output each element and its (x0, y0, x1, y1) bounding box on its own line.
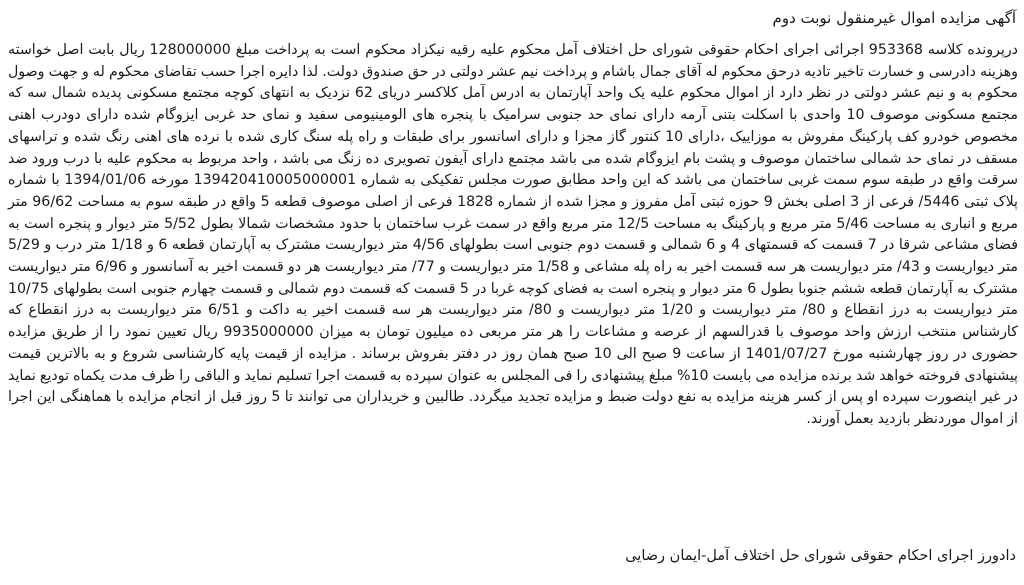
notice-signature: دادورز اجرای احکام حقوقی شورای حل اختلاف آمل-ایمان رضایی (625, 548, 1016, 564)
notice-title: آگهی مزایده اموال غیرمنقول نوبت دوم (772, 9, 1016, 27)
notice-body-paragraph: درپرونده کلاسه 953368 اجرائی اجرای احکام حقوقی شورای حل اختلاف آمل محکوم علیه رقیه نیکزاد محکوم است به پرداخت مبلغ 128000000 ریال بابت اصل خواسته وهزینه دادرسی و خسارت تاخیر تادیه درحق محکوم له آقای جمال باشام و پرداخت نیم عشر دولتی در حق صندوق دولت. لذا دایره اجرا حسب تقاضای محکوم له و جهت وصول محکوم به و نیم عشر دولتی در نظر دارد از اموال محکوم علیه یک واحد آپارتمان به ادرس آمل کلاکسر دریای 62 نزدیک به انتهای کوچه مجتمع مسکونی پدیده شمال سه که مجتمع مسکونی موصوف 10 واحدی با اسکلت بتنی آرمه دارای نمای حد جنوبی سرامیک با پنجره های الومینیومی سفید و نمای حد غربی ایزوگام شده دارای دودرب اهنی مخصوص خودرو کف پارکینگ مفروش به موزاییک ،دارای 10 کنتور گاز مجزا و دارای اسانسور برای طبقات و راه پله سنگ کاری شده با نرده های اهنی رنگ شده و تراسهای مسقف در نمای حد شمالی ساختمان موصوف و پشت بام ایزوگام شده می باشد مجتمع دارای آیفون تصویری ده زنگ می باشد ، واحد مربوط به محکوم علیه با درب ورود ضد سرقت واقع در طبقه سوم سمت غربی ساختمان می باشد که این واحد مطابق صورت مجلس تفکیکی به شماره 139420410005000001 مورخه 1394/01/06 با شماره پلاک ثبتی 5446/ فرعی از 3 اصلی بخش 9 حوزه ثبتی آمل مفروز و مجزا شده از شماره 1828 فرعی از اصلی موصوف قطعه 5 واقع در طبقه سوم به مساحت 96/62 متر مربع و انباری به مساحت 5/46 متر مربع و پارکینگ به مساحت 12/5 متر مربع واقع در سمت غرب ساختمان با حدود مشخصات شمالا بطول 5/52 متر دیوار و پنجره است به فضای مشاعی شرقا در 7 قسمت که قسمتهای 4 و 6 شمالی و قسمت دوم جنوبی است بطولهای 4/56 متر دیواریست مشترک به آپارتمان قطعه 6 و 1/18 متر درب و 5/29 متر دیواریست و 43/ متر دیواریست هر سه قسمت اخیر به راه پله مشاعی و 1/58 متر دیواریست و 77/ متر دیواریست هر دو قسمت اخیر به آسانسور و 6/96 متر دیواریست مشترک به آپارتمان قطعه ششم جنوبا بطول 6 متر دیوار و پنجره است به فضای کوچه غربا در 5 قسمت که قسمت دوم شمالی و قسمت چهارم جنوبی است بطولهای 10/75 متر دیواریست به درز انقطاع و 80/ متر دیواریست و 1/20 متر دیواریست و 80/ متر دیواریست هر سه قسمت اخیر به داکت و 6/51 متر دیواریست به درز انقطاع که کارشناس منتخب ارزش واحد موصوف با قدرالسهم از عرصه و مشاعات را هر متر مربعی ده میلیون تومان به میزان 9935000000 ریال تعیین نمود را از طریق مزایده حضوری در روز چهارشنبه مورخ 1401/07/27 از ساعت 9 صبح الی 10 صبح همان روز در دفتر بفروش برساند . مزایده از قیمت پایه کارشناسی شروع و به بالاترین قیمت پیشنهادی فروخته خواهد شد برنده مزایده می بایست 10% مبلغ پیشنهادی را فی المجلس به عنوان سپرده به قسمت اجرا تسلیم نماید و الباقی را ظرف مدت یکماه تودیع نماید در غیر اینصورت سپرده او پس از کسر هزینه مزایده به نفع دولت ضبط و مزایده تجدید میگردد. طالبین و خریداران می توانند تا 5 روز قبل از انجام مزایده با هماهنگی این اجرا از اموال موردنظر بازدید بعمل آورند. (8, 42, 1019, 427)
auction-notice-document (6, 0, 1018, 585)
